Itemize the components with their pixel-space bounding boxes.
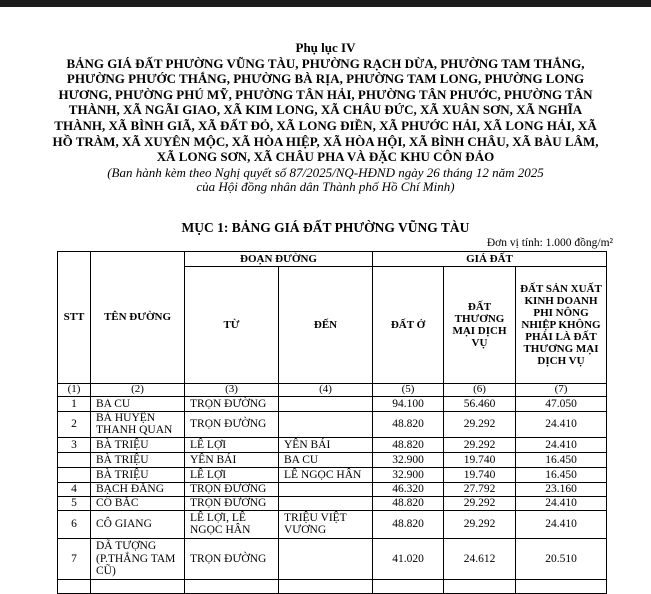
cell-dat-san-xuat: 16.450	[516, 467, 607, 482]
cell-ten-duong: BÀ HUYỆN THANH QUAN	[91, 411, 185, 437]
cell-tu: TRỌN ĐƯỜNG	[185, 496, 279, 510]
document-title-line: BẢNG GIÁ ĐẤT PHƯỜNG VŨNG TÀU, PHƯỜNG RẠCH DỪA, PHƯỜNG TAM THẮNG,	[66, 55, 585, 71]
cell-dat-thuong-mai: 56.460	[444, 396, 516, 411]
cell-ten-duong: BÀ TRIỆU	[91, 452, 185, 467]
table-row	[58, 411, 607, 437]
document-title-line: THÀNH, XÃ NGÃI GIAO, XÃ KIM LONG, XÃ CHÂU ĐỨC, XÃ XUÂN SƠN, XÃ NGHĨA	[68, 102, 583, 118]
cell-dat-o: 46.320	[373, 482, 444, 496]
header-doan-duong: ĐOẠN ĐƯỜNG	[185, 251, 373, 266]
cell-ten-duong: BÀ TRIỆU	[91, 467, 185, 482]
cell-den	[279, 411, 373, 437]
document-title-line: THÀNH, XÃ BÌNH GIÃ, XÃ ĐẤT ĐỎ, XÃ LONG ĐIỀN, XÃ PHƯỚC HẢI, XÃ LONG HẢI, XÃ	[54, 117, 597, 133]
cell-den	[279, 579, 373, 593]
header-dat-thuong-mai-dich-vu: ĐẤT THƯƠNG MẠI DỊCH VỤ	[444, 266, 516, 383]
document-title-line: HỒ TRÀM, XÃ XUYÊN MỘC, XÃ HÒA HIỆP, XÃ HÒA HỘI, XÃ BÌNH CHÂU, XÃ BÀU LÂM,	[52, 133, 599, 149]
cell-tu: LÊ LỢI	[185, 467, 279, 482]
cell-dat-thuong-mai	[444, 579, 516, 593]
cell-tu	[185, 579, 279, 593]
cell-dat-o: 32.900	[373, 452, 444, 467]
cell-ten-duong: DÃ TƯỢNG (P.THẮNG TAM CŨ)	[91, 538, 185, 579]
table-row	[58, 538, 607, 579]
cell-stt: 7	[58, 538, 91, 579]
cell-dat-thuong-mai: 29.292	[444, 411, 516, 437]
cell-dat-thuong-mai: 29.292	[444, 510, 516, 538]
cell-stt	[58, 452, 91, 467]
document-title	[0, 56, 651, 165]
column-number: (4)	[279, 383, 373, 396]
cell-den: LÊ NGỌC HÂN	[279, 467, 373, 482]
cell-den: BA CU	[279, 452, 373, 467]
cell-dat-thuong-mai: 19.740	[444, 467, 516, 482]
column-number-row	[58, 383, 607, 396]
cell-den	[279, 538, 373, 579]
table-row	[58, 437, 607, 452]
table-row	[58, 452, 607, 467]
cell-tu: LÊ LỢI	[185, 437, 279, 452]
cell-ten-duong: BÀ TRIỆU	[91, 437, 185, 452]
cell-tu: TRỌN ĐƯỜNG	[185, 538, 279, 579]
table-row	[58, 396, 607, 411]
table-row	[58, 467, 607, 482]
cell-dat-thuong-mai: 29.292	[444, 496, 516, 510]
column-number: (5)	[373, 383, 444, 396]
cell-stt	[58, 579, 91, 593]
cell-dat-o	[373, 579, 444, 593]
cell-dat-san-xuat: 23.160	[516, 482, 607, 496]
cell-ten-duong: BẠCH ĐẰNG	[91, 482, 185, 496]
header-dat-san-xuat-kinh-doanh: ĐẤT SẢN XUẤT KINH DOANH PHI NÔNG NHIỆP KHÔNG PHẢI LÀ ĐẤT THƯƠNG MẠI DỊCH VỤ	[516, 266, 607, 383]
cell-dat-thuong-mai: 19.740	[444, 452, 516, 467]
cell-ten-duong: CÔ BẮC	[91, 496, 185, 510]
cell-dat-o: 48.820	[373, 411, 444, 437]
cell-den	[279, 482, 373, 496]
column-number: (3)	[185, 383, 279, 396]
cell-dat-san-xuat: 16.450	[516, 452, 607, 467]
column-number: (1)	[58, 383, 91, 396]
cell-dat-o: 41.020	[373, 538, 444, 579]
cell-dat-o: 48.820	[373, 496, 444, 510]
header-den: ĐẾN	[279, 266, 373, 383]
cell-tu: TRỌN ĐƯỜNG	[185, 396, 279, 411]
cell-ten-duong: BA CU	[91, 396, 185, 411]
cell-stt: 4	[58, 482, 91, 496]
header-dat-o: ĐẤT Ở	[373, 266, 444, 383]
header-ten-duong: TÊN ĐƯỜNG	[91, 251, 185, 383]
cell-stt: 1	[58, 396, 91, 411]
cell-dat-thuong-mai: 27.792	[444, 482, 516, 496]
cell-dat-san-xuat	[516, 579, 607, 593]
document-title-line: HƯƠNG, PHƯỜNG PHÚ MỸ, PHƯỜNG TÂN HẢI, PHƯỜNG TÂN PHƯỚC, PHƯỜNG TÂN	[58, 86, 593, 102]
cell-dat-san-xuat: 20.510	[516, 538, 607, 579]
cell-den: TRIỆU VIỆT VƯƠNG	[279, 510, 373, 538]
document-title-line: XÃ LONG SƠN, XÃ CHÂU PHA VÀ ĐẶC KHU CÔN ĐẢO	[156, 149, 495, 165]
document-title-line: PHƯỜNG PHƯỚC THẮNG, PHƯỜNG BÀ RỊA, PHƯỜNG TAM LONG, PHƯỜNG LONG	[66, 71, 585, 87]
table-row	[58, 510, 607, 538]
cell-dat-o: 94.100	[373, 396, 444, 411]
table-row	[58, 579, 607, 593]
cell-tu: TRỌN ĐƯỜNG	[185, 411, 279, 437]
window-top-bar	[0, 0, 651, 7]
cell-ten-duong	[91, 579, 185, 593]
cell-den	[279, 396, 373, 411]
cell-dat-o: 48.820	[373, 437, 444, 452]
table-body	[58, 396, 607, 593]
land-price-table	[57, 251, 607, 594]
header-stt: STT	[58, 251, 91, 383]
document-subtitle	[0, 166, 651, 195]
appendix-label: Phụ lục IV	[295, 40, 356, 55]
cell-dat-o: 32.900	[373, 467, 444, 482]
cell-dat-o: 48.820	[373, 510, 444, 538]
cell-den: YÊN BÁI	[279, 437, 373, 452]
table-row	[58, 496, 607, 510]
column-number: (2)	[91, 383, 185, 396]
header-tu: TỪ	[185, 266, 279, 383]
table-header	[58, 251, 607, 396]
cell-dat-thuong-mai: 29.292	[444, 437, 516, 452]
header-gia-dat: GIÁ ĐẤT	[373, 251, 607, 266]
cell-dat-san-xuat: 24.410	[516, 510, 607, 538]
cell-stt: 5	[58, 496, 91, 510]
cell-stt: 2	[58, 411, 91, 437]
cell-stt: 6	[58, 510, 91, 538]
cell-stt	[58, 467, 91, 482]
cell-dat-san-xuat: 47.050	[516, 396, 607, 411]
table-row	[58, 482, 607, 496]
document-subtitle-line: của Hội đồng nhân dân Thành phố Hồ Chí Minh)	[196, 179, 455, 195]
cell-tu: LÊ LỢI, LÊ NGỌC HÂN	[185, 510, 279, 538]
cell-dat-san-xuat: 24.410	[516, 496, 607, 510]
unit-note: Đơn vị tính: 1.000 đồng/m²	[486, 236, 613, 249]
column-number: (6)	[444, 383, 516, 396]
cell-den	[279, 496, 373, 510]
cell-tu: YÊN BÁI	[185, 452, 279, 467]
cell-ten-duong: CÔ GIANG	[91, 510, 185, 538]
document-subtitle-line: (Ban hành kèm theo Nghị quyết số 87/2025/NQ-HĐND ngày 26 tháng 12 năm 2025	[107, 164, 544, 180]
column-number: (7)	[516, 383, 607, 396]
cell-dat-san-xuat: 24.410	[516, 437, 607, 452]
cell-dat-thuong-mai: 24.612	[444, 538, 516, 579]
cell-tu: TRỌN ĐƯỜNG	[185, 482, 279, 496]
cell-dat-san-xuat: 24.410	[516, 411, 607, 437]
section-title: MỤC 1: BẢNG GIÁ ĐẤT PHƯỜNG VŨNG TÀU	[181, 219, 470, 235]
cell-stt: 3	[58, 437, 91, 452]
